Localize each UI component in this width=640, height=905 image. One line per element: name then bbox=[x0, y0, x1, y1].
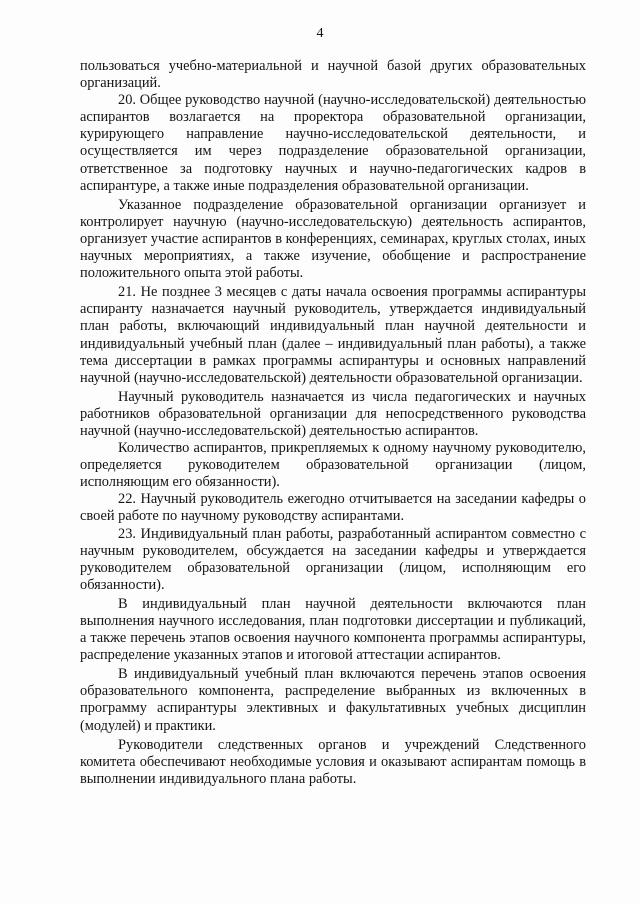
paragraph-continuation: пользоваться учебно-материальной и научной базой других образовательных организаций. bbox=[80, 58, 586, 92]
paragraph-item-21: 21. Не позднее 3 месяцев с даты начала освоения программы аспирантуры аспиранту назначается научный руководитель, утверждается индивидуальный план работы, включающий индивидуальный план научной деятельности и индивидуальный учебный план (далее – индивидуальный план работы), а также тема диссертации в рамках программы аспирантуры и основных направлений научной (научно-исследовательской) деятельности образовательной организации. bbox=[80, 284, 586, 386]
paragraph-department-role: Указанное подразделение образовательной организации организует и контролирует научную (научно-исследовательскую) деятельность аспирантов, организует участие аспирантов в конференциях, семинарах, круглых столах, иных научных мероприятиях, а также изучение, обобщение и распространение положительного опыта этой работы. bbox=[80, 196, 586, 282]
paragraph-supervisor-appointment: Научный руководитель назначается из числа педагогических и научных работников образовательной организации для непосредственного руководства научной (научно-исследовательской) деятельностью аспирантов. bbox=[80, 388, 586, 439]
page-number: 4 bbox=[316, 26, 324, 41]
document-body bbox=[80, 58, 586, 788]
paragraph-study-plan: В индивидуальный учебный план включаются перечень этапов освоения образовательного компонента, распределение выбранных из включенных в программу аспирантуры элективных и факультативных учебных дисциплин (модулей) и практики. bbox=[80, 666, 586, 734]
paragraph-research-plan: В индивидуальный план научной деятельности включаются план выполнения научного исследования, план подготовки диссертации и публикаций, а также перечень этапов освоения научного компонента программы аспирантуры, распределение указанных этапов и итоговой аттестации аспирантов. bbox=[80, 595, 586, 664]
paragraph-item-20: 20. Общее руководство научной (научно-исследовательской) деятельностью аспирантов возлагается на проректора образовательной организации, курирующего направление научно-исследовательской деятельности, и осуществляется им через подразделение образовательной организации, ответственное за подготовку научных и научно-педагогических кадров в аспирантуре, а также иные подразделения образовательной организации. bbox=[80, 92, 586, 194]
paragraph-supervisor-quota: Количество аспирантов, прикрепляемых к одному научному руководителю, определяется руководителем образовательной организации (лицом, исполняющим его обязанности). bbox=[80, 440, 586, 491]
paragraph-item-23: 23. Индивидуальный план работы, разработанный аспирантом совместно с научным руководителем, обсуждается на заседании кафедры и утверждается руководителем образовательной организации (лицом, исполняющим его обязанности). bbox=[80, 525, 586, 593]
paragraph-heads-support: Руководители следственных органов и учреждений Следственного комитета обеспечивают необходимые условия и оказывают аспирантам помощь в выполнении индивидуального плана работы. bbox=[80, 736, 586, 787]
paragraph-item-22: 22. Научный руководитель ежегодно отчитывается на заседании кафедры о своей работе по научному руководству аспирантами. bbox=[80, 491, 586, 525]
